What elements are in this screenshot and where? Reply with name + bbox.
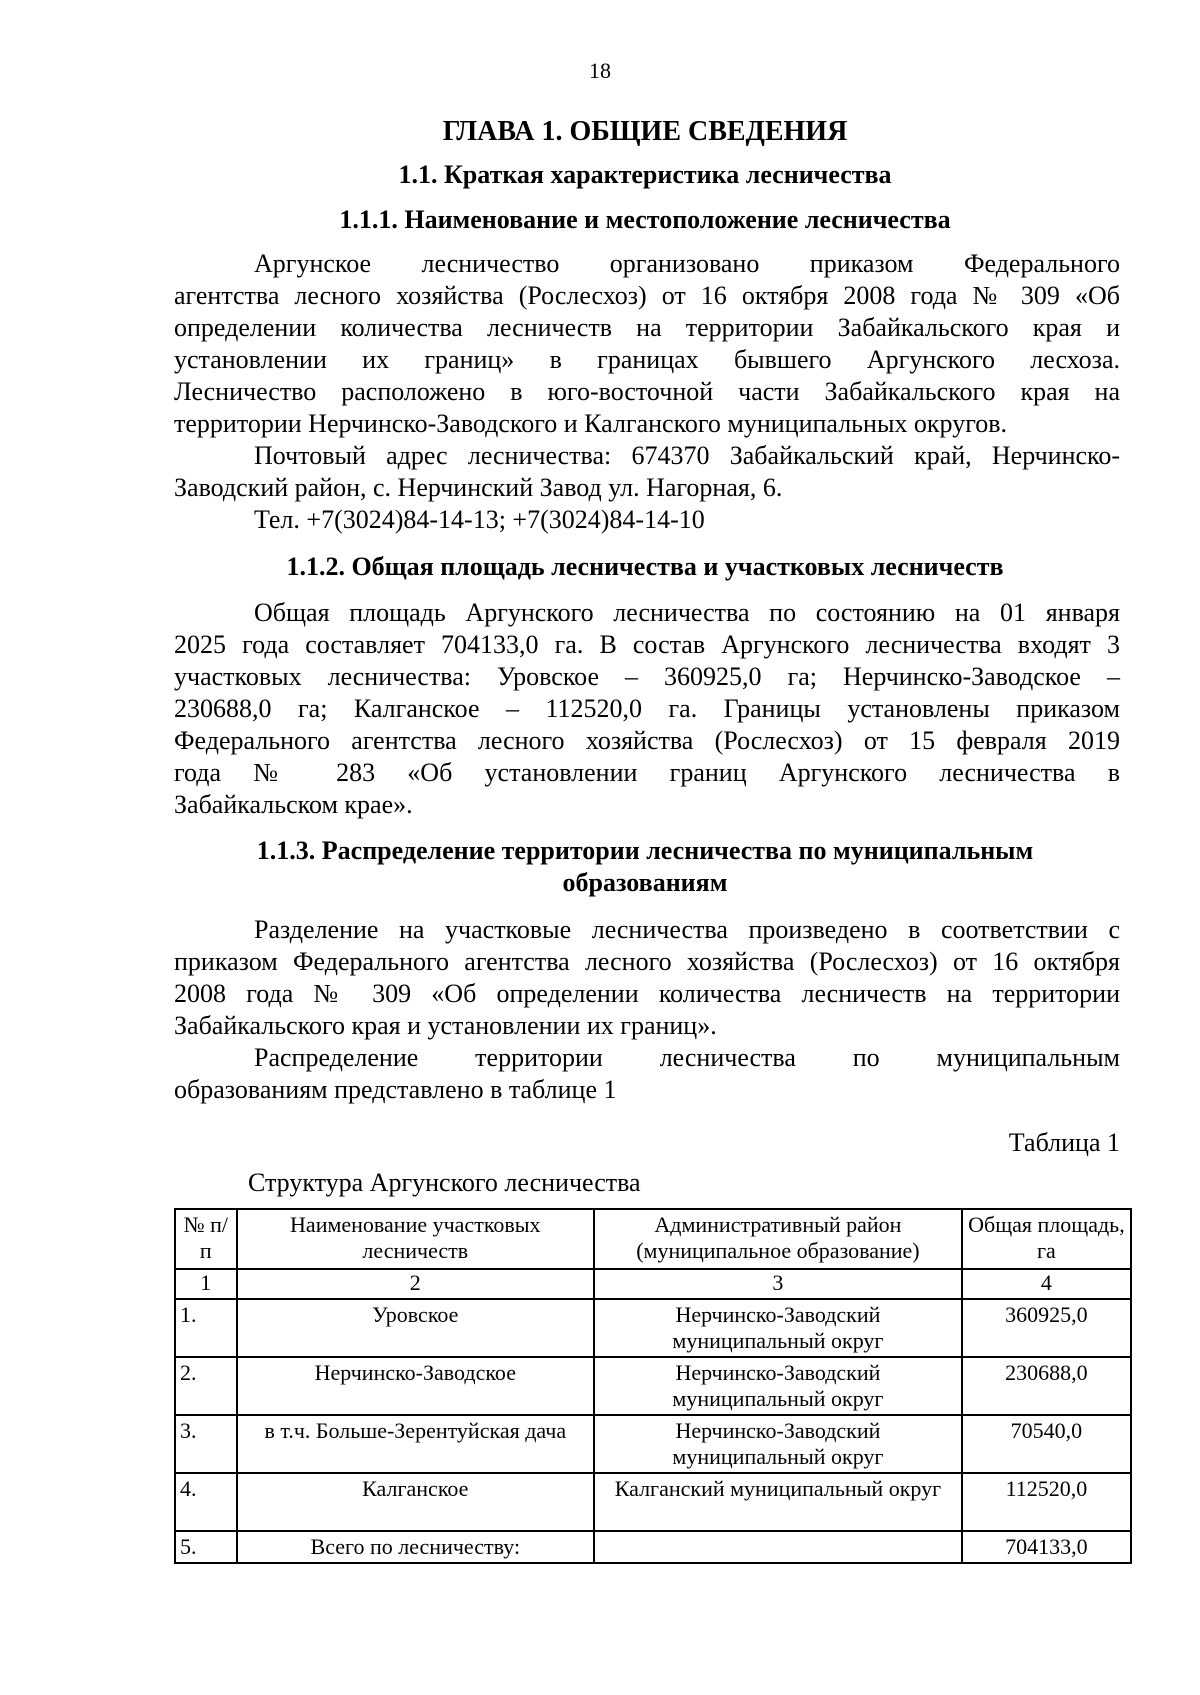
paragraph-total-area <box>174 597 1120 821</box>
table-row <box>175 1415 1131 1473</box>
cell-name: в т.ч. Больше-Зерентуйская дача <box>237 1415 594 1473</box>
paragraph-line: территории Нерчинско-Заводского и Калганского муниципальных округов. <box>174 409 1007 438</box>
column-number: 4 <box>962 1269 1131 1299</box>
paragraph-line: Забайкальского края и установлении их границ». <box>174 1011 717 1040</box>
cell-idx: 3. <box>175 1415 237 1473</box>
paragraph-line: определении количества лесничеств на территории Забайкальского края и <box>174 313 1120 342</box>
table-row <box>175 1473 1131 1531</box>
cell-area: 360925,0 <box>962 1299 1131 1357</box>
paragraph-line: Лесничество расположено в юго-восточной части Забайкальского края на <box>174 377 1120 406</box>
paragraph-line: агентства лесного хозяйства (Рослесхоз) от 16 октября 2008 года № 309 «Об <box>174 281 1120 310</box>
cell-name: Всего по лесничеству: <box>237 1531 594 1563</box>
table-title: Структура Аргунского лесничества <box>248 1168 641 1197</box>
cell-name: Уровское <box>237 1299 594 1357</box>
cell-district: Нерчинско-Заводский муниципальный округ <box>594 1357 962 1415</box>
cell-district: Калганский муниципальный округ <box>594 1473 962 1531</box>
paragraph-line: Общая площадь Аргунского лесничества по состоянию на 01 января <box>254 598 1120 627</box>
section-heading-1-1-3 <box>175 835 1115 899</box>
table-row <box>175 1357 1131 1415</box>
paragraph-line: Почтовый адрес лесничества: 674370 Забайкальский край, Нерчинско- <box>254 441 1120 470</box>
paragraph-line: Заводский район, с. Нерчинский Завод ул. Нагорная, 6. <box>174 473 783 502</box>
chapter-heading: ГЛАВА 1. ОБЩИЕ СВЕДЕНИЯ <box>442 116 848 147</box>
cell-district: Нерчинско-Заводский муниципальный округ <box>594 1415 962 1473</box>
cell-name: Калганское <box>237 1473 594 1531</box>
paragraph-line: приказом Федерального агентства лесного хозяйства (Рослесхоз) от 16 октября <box>174 947 1120 976</box>
cell-idx: 2. <box>175 1357 237 1415</box>
cell-area: 704133,0 <box>962 1531 1131 1563</box>
cell-area: 112520,0 <box>962 1473 1131 1531</box>
header-area: Общая площадь, га <box>962 1209 1131 1269</box>
heading-line: 1.1.3. Распределение территории лесничества по муниципальным <box>256 836 1034 865</box>
page-number: 18 <box>589 58 611 83</box>
section-heading-1-1-2: 1.1.2. Общая площадь лесничества и участковых лесничеств <box>286 552 1004 581</box>
section-heading-1-1-1: 1.1.1. Наименование и местоположение лесничества <box>339 205 951 234</box>
paragraph-line: Тел. +7(3024)84-14-13; +7(3024)84-14-10 <box>254 505 705 534</box>
paragraph-line: года № 283 «Об установлении границ Аргунского лесничества в <box>174 758 1120 787</box>
paragraph-division <box>174 914 1120 1042</box>
paragraph-line: 2025 года составляет 704133,0 га. В состав Аргунского лесничества входят 3 <box>174 630 1120 659</box>
section-heading-1-1: 1.1. Краткая характеристика лесничества <box>398 160 892 189</box>
cell-name: Нерчинско-Заводское <box>237 1357 594 1415</box>
cell-area: 70540,0 <box>962 1415 1131 1473</box>
cell-idx: 4. <box>175 1473 237 1531</box>
paragraph-distribution <box>174 1042 1120 1106</box>
paragraph-line: Аргунское лесничество организовано приказом Федерального <box>254 249 1120 278</box>
column-number: 3 <box>594 1269 962 1299</box>
paragraph-line: Разделение на участковые лесничества произведено в соответствии с <box>254 915 1120 944</box>
paragraph-phone <box>174 504 1120 536</box>
paragraph-postal-address <box>174 440 1120 504</box>
cell-area: 230688,0 <box>962 1357 1131 1415</box>
paragraph-line: 230688,0 га; Калганское – 112520,0 га. Границы установлены приказом <box>174 694 1120 723</box>
cell-district <box>594 1531 962 1563</box>
table-total-row <box>175 1531 1131 1563</box>
paragraph-line: Забайкальском крае». <box>174 790 413 819</box>
column-number: 1 <box>175 1269 237 1299</box>
paragraph-line: Распределение территории лесничества по муниципальным <box>254 1043 1120 1072</box>
paragraph-name-location <box>174 248 1120 440</box>
table-caption: Таблица 1 <box>1008 1128 1120 1157</box>
cell-idx: 5. <box>175 1531 237 1563</box>
paragraph-line: 2008 года № 309 «Об определении количества лесничеств на территории <box>174 979 1120 1008</box>
cell-district: Нерчинско-Заводский муниципальный округ <box>594 1299 962 1357</box>
column-number-row <box>175 1269 1131 1299</box>
header-district: Административный район (муниципальное образование) <box>594 1209 962 1269</box>
table-row <box>175 1299 1131 1357</box>
header-idx: № п/п <box>175 1209 237 1269</box>
paragraph-line: установлении их границ» в границах бывшего Аргунского лесхоза. <box>174 345 1120 374</box>
heading-line: образованиям <box>562 868 728 897</box>
table-header-row <box>175 1209 1131 1269</box>
header-name: Наименование участковых лесничеств <box>237 1209 594 1269</box>
cell-idx: 1. <box>175 1299 237 1357</box>
paragraph-line: образованиям представлено в таблице 1 <box>174 1075 617 1104</box>
paragraph-line: участковых лесничества: Уровское – 360925,0 га; Нерчинско-Заводское – <box>174 662 1120 691</box>
column-number: 2 <box>237 1269 594 1299</box>
paragraph-line: Федерального агентства лесного хозяйства (Рослесхоз) от 15 февраля 2019 <box>174 726 1120 755</box>
forestry-structure-table <box>174 1208 1132 1564</box>
